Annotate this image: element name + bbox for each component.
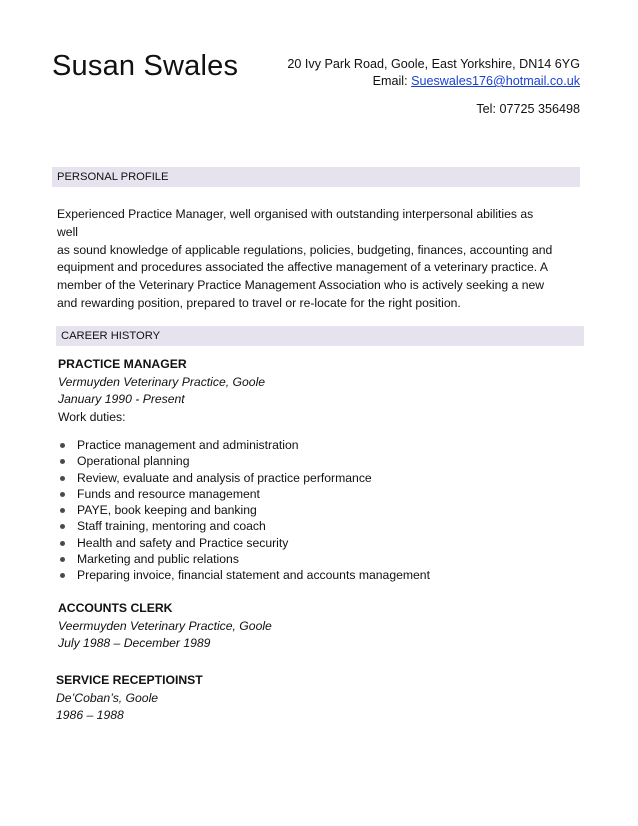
- job-dates: July 1988 – December 1989: [58, 636, 211, 651]
- profile-line: as sound knowledge of applicable regulations, policies, budgeting, finances, accounting and: [57, 242, 553, 257]
- job-title: SERVICE RECEPTIOINST: [56, 673, 203, 687]
- job-employer: Vermuyden Veterinary Practice, Goole: [58, 374, 266, 389]
- profile-paragraph: [57, 206, 557, 313]
- duty-text: Preparing invoice, financial statement and accounts management: [77, 568, 430, 583]
- bullet-icon: [60, 541, 65, 546]
- work-duties-label: Work duties:: [58, 409, 126, 424]
- duty-text: Review, evaluate and analysis of practice performance: [77, 470, 372, 485]
- list-item: [58, 567, 430, 583]
- profile-line: equipment and procedures associated the affective management of a veterinary practice. A: [57, 260, 548, 275]
- list-item: [58, 535, 430, 551]
- list-item: [58, 486, 430, 502]
- duty-text: Health and safety and Practice security: [77, 535, 289, 550]
- profile-line: member of the Veterinary Practice Management Association who is actively seeking a new: [57, 278, 545, 293]
- personal-profile-heading: PERSONAL PROFILE: [52, 167, 580, 187]
- bullet-icon: [60, 443, 65, 448]
- duty-text: Operational planning: [77, 454, 190, 469]
- job-title: ACCOUNTS CLERK: [58, 601, 173, 615]
- list-item: [58, 502, 430, 518]
- bullet-icon: [60, 508, 65, 513]
- list-item: [58, 518, 430, 534]
- bullet-icon: [60, 524, 65, 529]
- bullet-icon: [60, 492, 65, 497]
- list-item: [58, 551, 430, 567]
- list-item: [58, 437, 430, 453]
- list-item: [58, 453, 430, 469]
- job-employer: Veermuyden Veterinary Practice, Goole: [58, 618, 272, 633]
- bullet-icon: [60, 476, 65, 481]
- job-employer: De’Coban’s, Goole: [56, 690, 159, 705]
- job-entry-service-receptionist: [56, 672, 203, 725]
- bullet-icon: [60, 459, 65, 464]
- job-entry-practice-manager: [58, 356, 265, 426]
- job-entry-accounts-clerk: [58, 600, 272, 653]
- bullet-icon: [60, 573, 65, 578]
- bullet-icon: [60, 557, 65, 562]
- job-title: PRACTICE MANAGER: [58, 357, 187, 371]
- profile-line: and rewarding position, prepared to travel or re-locate for the right position.: [57, 295, 461, 310]
- profile-line: Experienced Practice Manager, well organised with outstanding interpersonal abilities as well: [57, 207, 534, 239]
- duty-text: Marketing and public relations: [77, 552, 239, 567]
- job-dates: 1986 – 1988: [56, 708, 124, 723]
- job-dates: January 1990 - Present: [58, 392, 185, 407]
- contact-email: [373, 72, 580, 90]
- duty-text: PAYE, book keeping and banking: [77, 503, 257, 518]
- career-history-heading: CAREER HISTORY: [56, 326, 584, 346]
- list-item: [58, 470, 430, 486]
- contact-address: 20 Ivy Park Road, Goole, East Yorkshire, DN14 6YG: [287, 57, 580, 71]
- email-label: Email:: [372, 74, 412, 88]
- duty-text: Practice management and administration: [77, 438, 299, 452]
- duty-text: Staff training, mentoring and coach: [77, 519, 266, 534]
- duty-text: Funds and resource management: [77, 486, 260, 501]
- work-duties-list: [58, 437, 430, 584]
- applicant-name: Susan Swales: [52, 50, 239, 82]
- email-link[interactable]: Sueswales176@hotmail.co.uk: [411, 74, 580, 88]
- contact-telephone: Tel: 07725 356498: [476, 102, 580, 116]
